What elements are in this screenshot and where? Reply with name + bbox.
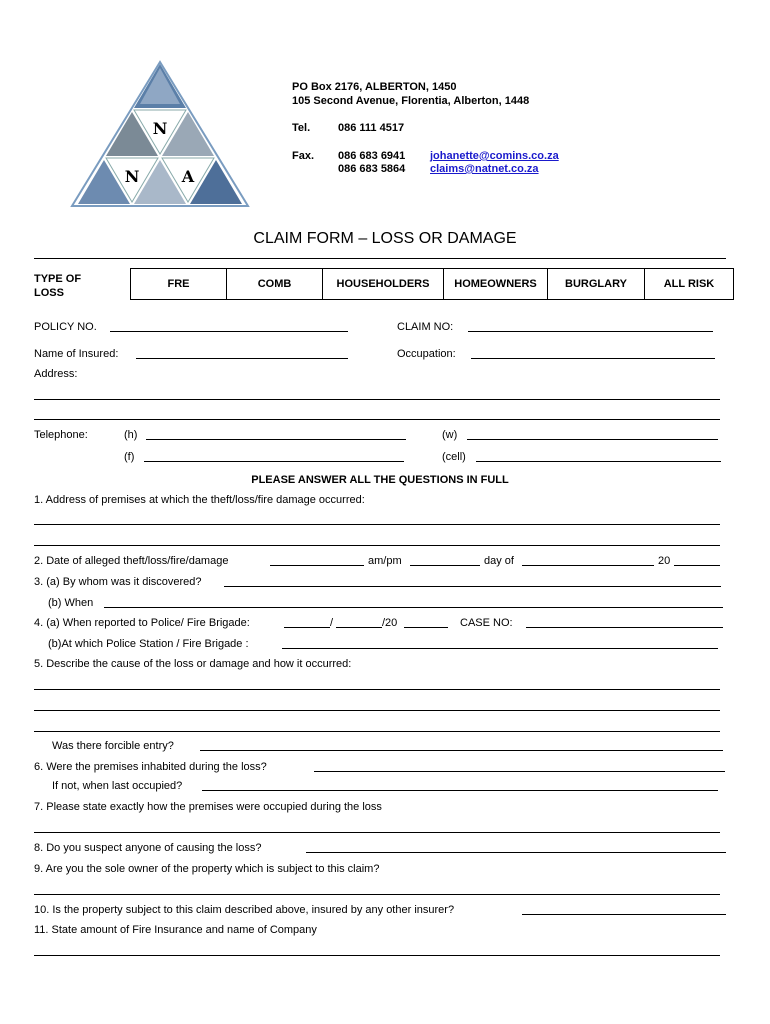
q4a-day-field[interactable] [284, 627, 330, 628]
address-line-2: 105 Second Avenue, Florentia, Alberton, 1448 [292, 95, 530, 107]
q2-time-field[interactable] [410, 565, 480, 566]
q2-year-prefix: 20 [658, 555, 671, 567]
loss-option-all-risk[interactable]: ALL RISK [645, 269, 734, 300]
q4a-case-field[interactable] [526, 627, 723, 628]
q11-text: 11. State amount of Fire Insurance and name of Company [34, 924, 317, 936]
address-field-line-2[interactable] [34, 419, 720, 420]
loss-option-burglary[interactable]: BURGLARY [548, 269, 645, 300]
q9-field[interactable] [34, 894, 720, 895]
q1-field-line-1[interactable] [34, 524, 720, 525]
title-rule [34, 258, 726, 259]
tel-home-field[interactable] [146, 439, 406, 440]
q5-field-line-1[interactable] [34, 689, 720, 690]
telephone-label: Telephone: [34, 429, 88, 441]
type-of-loss-label-2: LOSS [34, 287, 64, 299]
fax-value-1: 086 683 6941 [338, 150, 406, 162]
q3b-field[interactable] [104, 607, 723, 608]
q3a-text: 3. (a) By whom was it discovered? [34, 576, 202, 588]
q7-text: 7. Please state exactly how the premises were occupied during the loss [34, 801, 382, 813]
q11-field[interactable] [34, 955, 720, 956]
tel-work-label: (w) [442, 429, 458, 441]
tel-home-label: (h) [124, 429, 138, 441]
address-label: Address: [34, 368, 78, 380]
form-title: CLAIM FORM – LOSS OR DAMAGE [253, 230, 517, 247]
claim-no-label: CLAIM NO: [397, 321, 454, 333]
logo-letter-a: A [181, 167, 195, 186]
company-logo [66, 60, 256, 210]
occupation-field[interactable] [471, 358, 715, 359]
q6-field[interactable] [314, 771, 725, 772]
q8-field[interactable] [306, 852, 726, 853]
type-of-loss-table [130, 268, 734, 300]
q6-ifnot-field[interactable] [202, 790, 718, 791]
tel-label: Tel. [292, 122, 311, 134]
q4a-month-field[interactable] [336, 627, 382, 628]
fax-value-2: 086 683 5864 [338, 163, 406, 175]
q2-month-field[interactable] [522, 565, 654, 566]
tel-cell-label: (cell) [442, 451, 466, 463]
tel-work-field[interactable] [467, 439, 718, 440]
q9-text: 9. Are you the sole owner of the property which is subject to this claim? [34, 863, 380, 875]
q1-text: 1. Address of premises at which the theft/loss/fire damage occurred: [34, 494, 365, 506]
logo-letter-n-top: N [152, 119, 168, 138]
tel-fax-label: (f) [124, 451, 135, 463]
policy-no-label: POLICY NO. [34, 321, 97, 333]
q4a-year-prefix: /20 [382, 617, 398, 629]
q1-field-line-2[interactable] [34, 545, 720, 546]
loss-option-householders[interactable]: HOUSEHOLDERS [323, 269, 444, 300]
tel-cell-field[interactable] [476, 461, 721, 462]
q4a-case-label: CASE NO: [460, 617, 513, 629]
name-insured-label: Name of Insured: [34, 348, 119, 360]
fax-label: Fax. [292, 150, 315, 162]
q4a-year-field[interactable] [404, 627, 448, 628]
logo-letter-n-left: N [124, 167, 140, 186]
name-insured-field[interactable] [136, 358, 348, 359]
q2-dayof: day of [484, 555, 514, 567]
q5-field-line-2[interactable] [34, 710, 720, 711]
tel-value: 086 111 4517 [338, 122, 405, 134]
loss-option-comb[interactable]: COMB [227, 269, 323, 300]
q3b-text: (b) When [48, 597, 94, 609]
q4b-text: (b)At which Police Station / Fire Brigade : [48, 638, 249, 650]
q2-year-field[interactable] [674, 565, 720, 566]
address-field-line-1[interactable] [34, 399, 720, 400]
q10-text: 10. Is the property subject to this claim described above, insured by any other insurer? [34, 904, 455, 916]
q6-text: 6. Were the premises inhabited during the loss? [34, 761, 267, 773]
occupation-label: Occupation: [397, 348, 456, 360]
policy-no-field[interactable] [110, 331, 348, 332]
q2-text: 2. Date of alleged theft/loss/fire/damage [34, 555, 229, 567]
claim-no-field[interactable] [468, 331, 713, 332]
q4a-text: 4. (a) When reported to Police/ Fire Brigade: [34, 617, 250, 629]
loss-option-homeowners[interactable]: HOMEOWNERS [444, 269, 548, 300]
q8-text: 8. Do you suspect anyone of causing the loss? [34, 842, 262, 854]
q5-forcible-field[interactable] [200, 750, 723, 751]
tel-fax-field[interactable] [144, 461, 404, 462]
email-link-claims[interactable]: claims@natnet.co.za [430, 163, 539, 175]
q4a-slash: / [330, 617, 334, 629]
type-of-loss-label-1: TYPE OF [34, 273, 82, 285]
q2-date-field[interactable] [270, 565, 364, 566]
q5-field-line-3[interactable] [34, 731, 720, 732]
q5-text: 5. Describe the cause of the loss or damage and how it occurred: [34, 658, 352, 670]
email-link-johanette[interactable]: johanette@comins.co.za [430, 150, 559, 162]
questions-heading: PLEASE ANSWER ALL THE QUESTIONS IN FULL [251, 474, 509, 486]
q4b-field[interactable] [282, 648, 718, 649]
q2-ampm: am/pm [368, 555, 402, 567]
address-line-1: PO Box 2176, ALBERTON, 1450 [292, 81, 457, 93]
q10-field[interactable] [522, 914, 726, 915]
q5-forcible-text: Was there forcible entry? [52, 740, 174, 752]
q6-ifnot-text: If not, when last occupied? [52, 780, 183, 792]
q3a-field[interactable] [224, 586, 721, 587]
q7-field[interactable] [34, 832, 720, 833]
loss-option-fre[interactable]: FRE [131, 269, 227, 300]
